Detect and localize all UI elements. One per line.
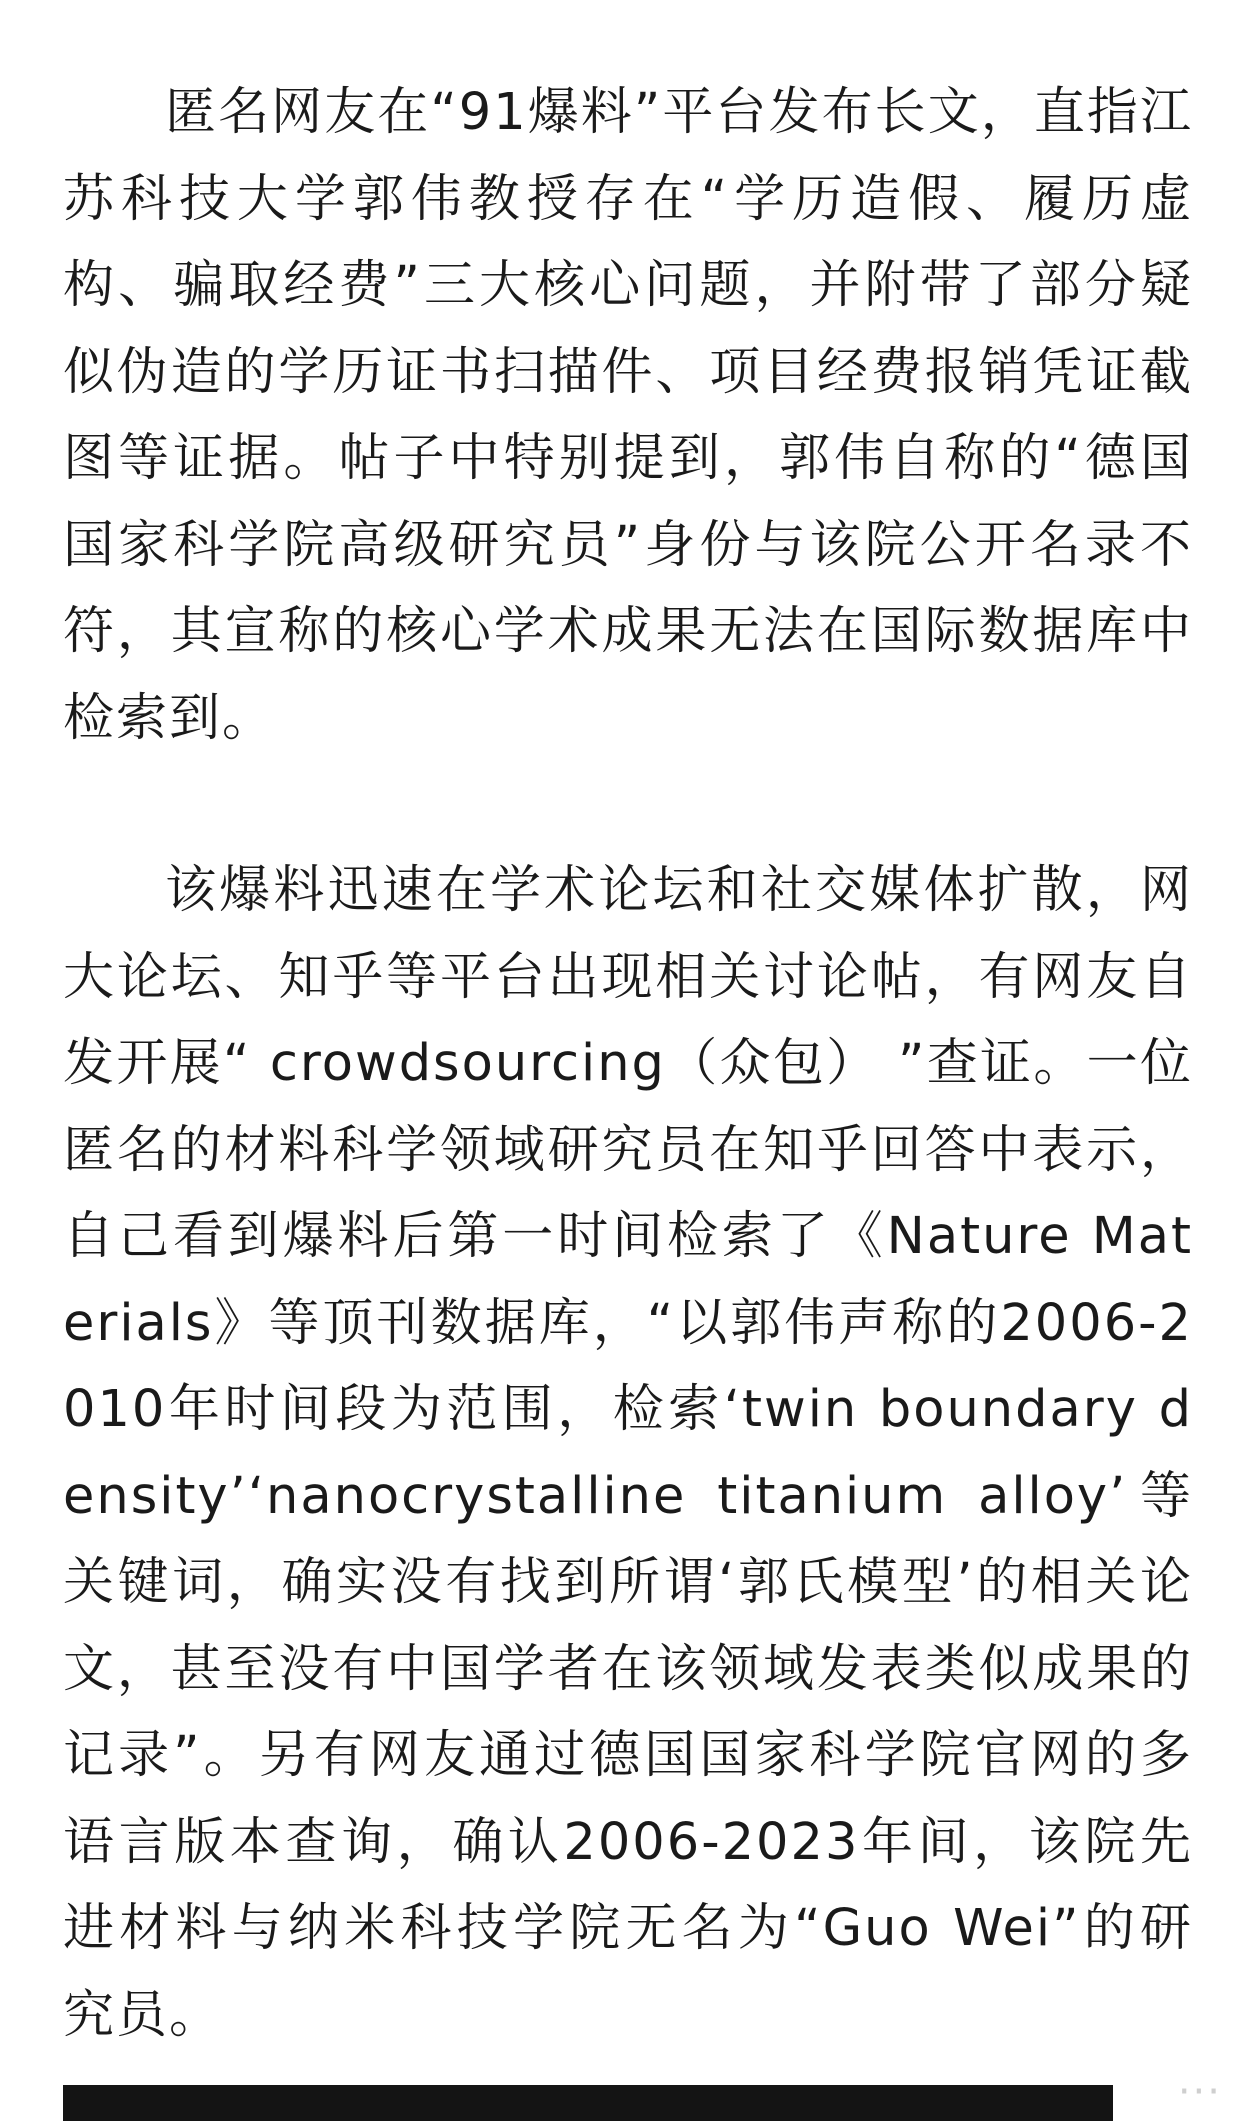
more-dots-icon: ··· xyxy=(1177,2069,1222,2115)
next-image-edge xyxy=(63,2085,1113,2121)
paragraph-allegation: 匿名网友在“91爆料”平台发布长文，直指江苏科技大学郭伟教授存在“学历造假、履历虚构、骗取经费”三大核心问题，并附带了部分疑似伪造的学历证书扫描件、项目经费报销凭证截图等证据。帖子中特别提到，郭伟自称的“德国国家科学院高级研究员”身份与该院公开名录不符，其宣称的核心学术成果无法在国际数据库中检索到。 xyxy=(63,83,1193,748)
paragraph-verification: 该爆料迅速在学术论坛和社交媒体扩散，网大论坛、知乎等平台出现相关讨论帖，有网友自发开展“ crowdsourcing（众包） ”查证。一位匿名的材料科学领域研究员在知乎回答中表示，自己看到爆料后第一时间检索了《Nature Materials》等顶刊数据库，“以郭伟声称的2006-2010年时间段为范围，检索‘twin boundary density’‘nanocrystalline titanium alloy’等关键词，确实没有找到所谓‘郭氏模型’的相关论文，甚至没有中国学者在该领域发表类似成果的记录”。另有网友通过德国国家科学院官网的多语言版本查询，确认2006-2023年间，该院先进材料与纳米科技学院无名为“Guo Wei”的研究员。 xyxy=(63,861,1193,2045)
article-body xyxy=(63,70,1193,2059)
